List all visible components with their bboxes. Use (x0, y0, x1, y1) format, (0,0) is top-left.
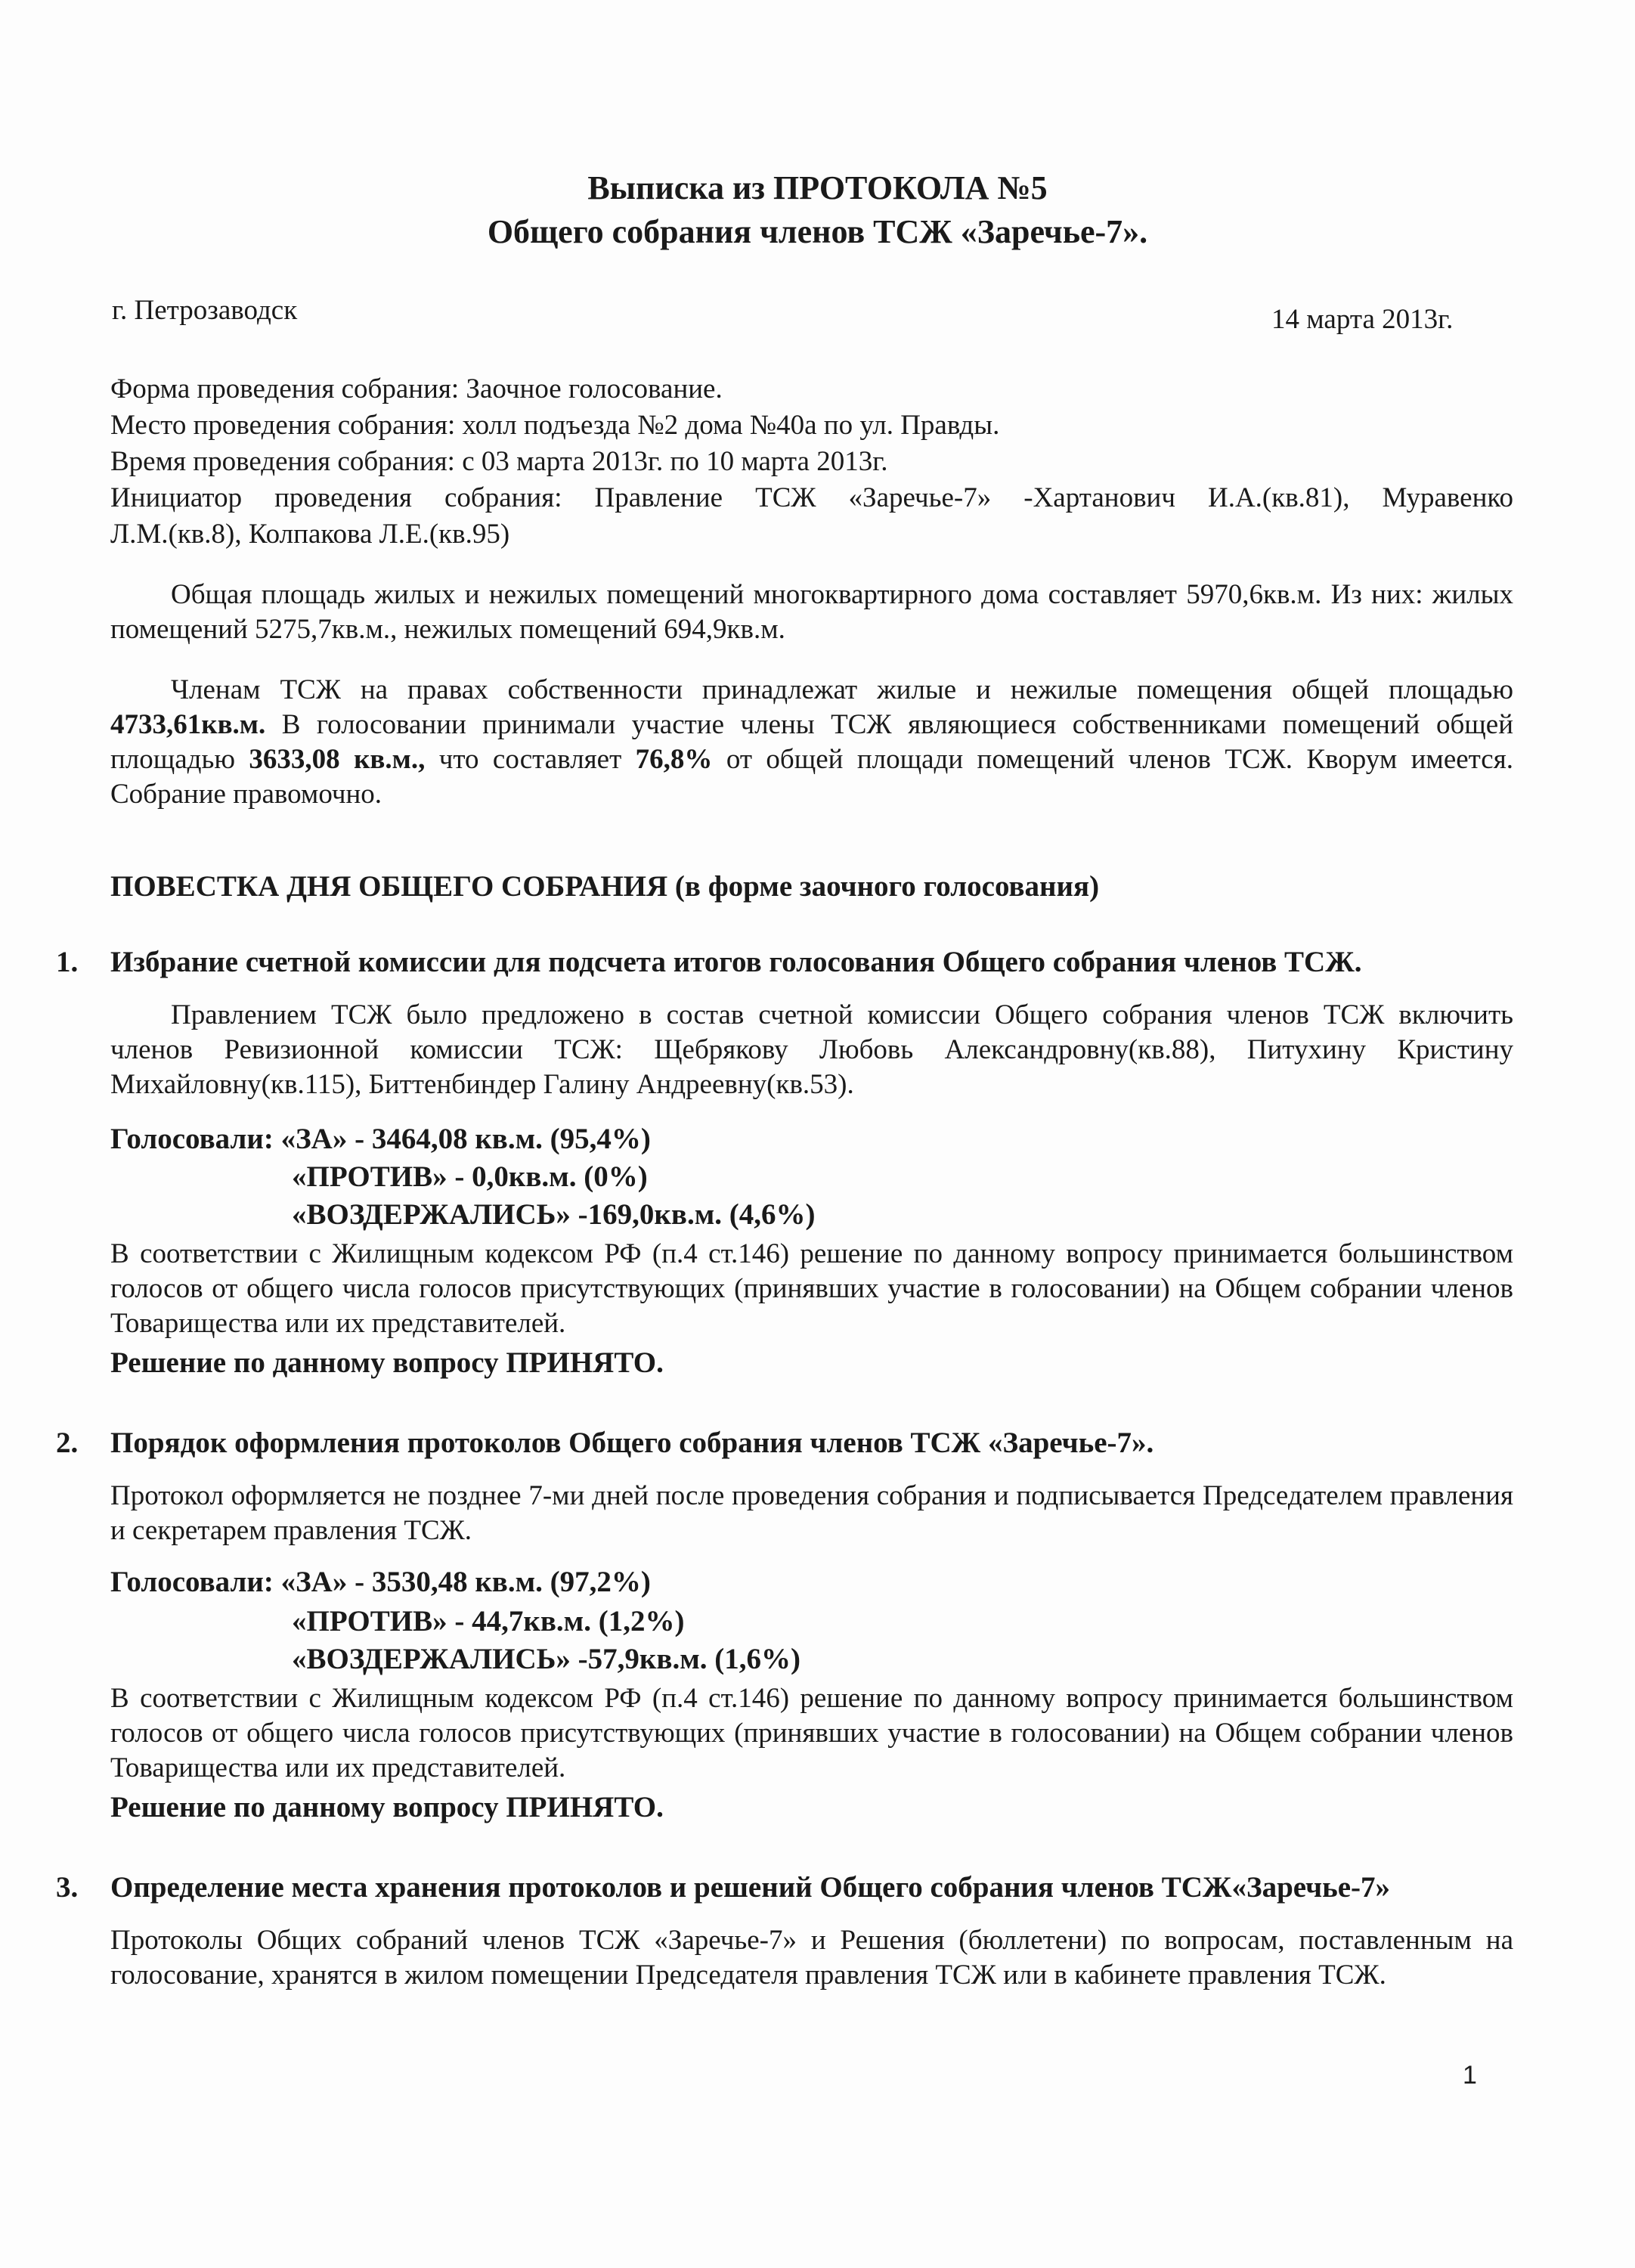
agenda-title: ПОВЕСТКА ДНЯ ОБЩЕГО СОБРАНИЯ (в форме заочного голосования) (110, 870, 1100, 903)
law-reference: В соответствии с Жилищным кодексом РФ (п.4 ст.146) решение по данному вопросу принимается большинством голосов от общего числа голосов присутствующих (принявших участие в голосовании) на Общем собрании членов Товарищества или их представителей. (110, 1683, 1513, 1783)
quorum-text-3: что составляет (425, 744, 636, 775)
meeting-place: Место проведения собрания: холл подъезда №2 дома №40а по ул. Правды. (110, 410, 1000, 441)
item-body: Протокол оформляется не позднее 7-ми дней после проведения собрания и подписывается Председателем правления и секретарем правления ТСЖ. (110, 1480, 1513, 1546)
quorum-voted-area: 3633,08 кв.м., (249, 744, 426, 775)
meeting-initiator-line1: Инициатор проведения собрания: Правление ТСЖ «Заречье-7» -Хартанович И.А.(кв.81), Муравенко (110, 482, 1513, 513)
quorum-total-area: 4733,61кв.м. (110, 709, 266, 740)
quorum-paragraph (110, 673, 1513, 812)
vote-abstain: «ВОЗДЕРЖАЛИСЬ» -169,0кв.м. (4,6%) (292, 1198, 816, 1231)
meeting-time: Время проведения собрания: с 03 марта 2013г. по 10 марта 2013г. (110, 446, 888, 477)
quorum-percent: 76,8% (635, 744, 713, 775)
item-heading: Определение места хранения протоколов и решений Общего собрания членов ТСЖ«Заречье-7» (110, 1871, 1391, 1904)
document-subtitle: Общего собрания членов ТСЖ «Заречье-7». (487, 213, 1148, 250)
item-number: 3. (56, 1871, 79, 1904)
vote-for: Голосовали: «ЗА» - 3464,08 кв.м. (95,4%) (110, 1123, 651, 1155)
item-number: 2. (56, 1427, 79, 1459)
quorum-text-1: Членам ТСЖ на правах собственности принадлежат жилые и нежилые помещения общей площадью (171, 674, 1513, 705)
document-date: 14 марта 2013г. (1271, 304, 1454, 335)
vote-against: «ПРОТИВ» - 0,0кв.м. (0%) (292, 1160, 648, 1193)
law-reference: В соответствии с Жилищным кодексом РФ (п.4 ст.146) решение по данному вопросу принимается большинством голосов от общего числа голосов присутствующих (принявших участие в голосовании) на Общем собрании членов Товарищества или их представителей. (110, 1238, 1513, 1339)
decision: Решение по данному вопросу ПРИНЯТО. (110, 1346, 664, 1379)
page-number: 1 (1463, 2061, 1477, 2090)
item-number: 1. (56, 946, 79, 978)
document-title: Выписка из ПРОТОКОЛА №5 (587, 169, 1048, 206)
vote-for: Голосовали: «ЗА» - 3530,48 кв.м. (97,2%) (110, 1566, 651, 1598)
vote-abstain: «ВОЗДЕРЖАЛИСЬ» -57,9кв.м. (1,6%) (292, 1643, 800, 1675)
quorum-text-4: от общей площади помещений членов ТСЖ. Кворум имеется. Собрание правомочно. (110, 744, 1513, 810)
decision: Решение по данному вопросу ПРИНЯТО. (110, 1791, 664, 1823)
quorum-text-2: В голосовании принимали участие члены ТСЖ являющиеся собственниками помещений общей площадью (110, 709, 1513, 775)
item-body: Протоколы Общих собраний членов ТСЖ «Заречье-7» и Решения (бюллетени) по вопросам, поставленным на голосование, хранятся в жилом помещении Председателя правления ТСЖ или в кабинете правления ТСЖ. (110, 1925, 1513, 1991)
item-heading: Избрание счетной комиссии для подсчета итогов голосования Общего собрания членов ТСЖ. (110, 946, 1362, 978)
city: г. Петрозаводск (112, 295, 298, 326)
item-body: Правлением ТСЖ было предложено в состав счетной комиссии Общего собрания членов ТСЖ включить членов Ревизионной комиссии ТСЖ: Щебрякову Любовь Александровну(кв.88), Питухину Кристину Михайловну(кв.115), Биттенбиндер Галину Андреевну(кв.53). (110, 999, 1513, 1100)
vote-against: «ПРОТИВ» - 44,7кв.м. (1,2%) (292, 1605, 685, 1637)
area-paragraph: Общая площадь жилых и нежилых помещений многоквартирного дома составляет 5970,6кв.м. Из них: жилых помещений 5275,7кв.м., нежилых помещений 694,9кв.м. (110, 579, 1513, 645)
meeting-initiator-line2: Л.М.(кв.8), Колпакова Л.Е.(кв.95) (110, 519, 510, 550)
meeting-form: Форма проведения собрания: Заочное голосование. (110, 373, 723, 404)
item-heading: Порядок оформления протоколов Общего собрания членов ТСЖ «Заречье-7». (110, 1427, 1154, 1459)
